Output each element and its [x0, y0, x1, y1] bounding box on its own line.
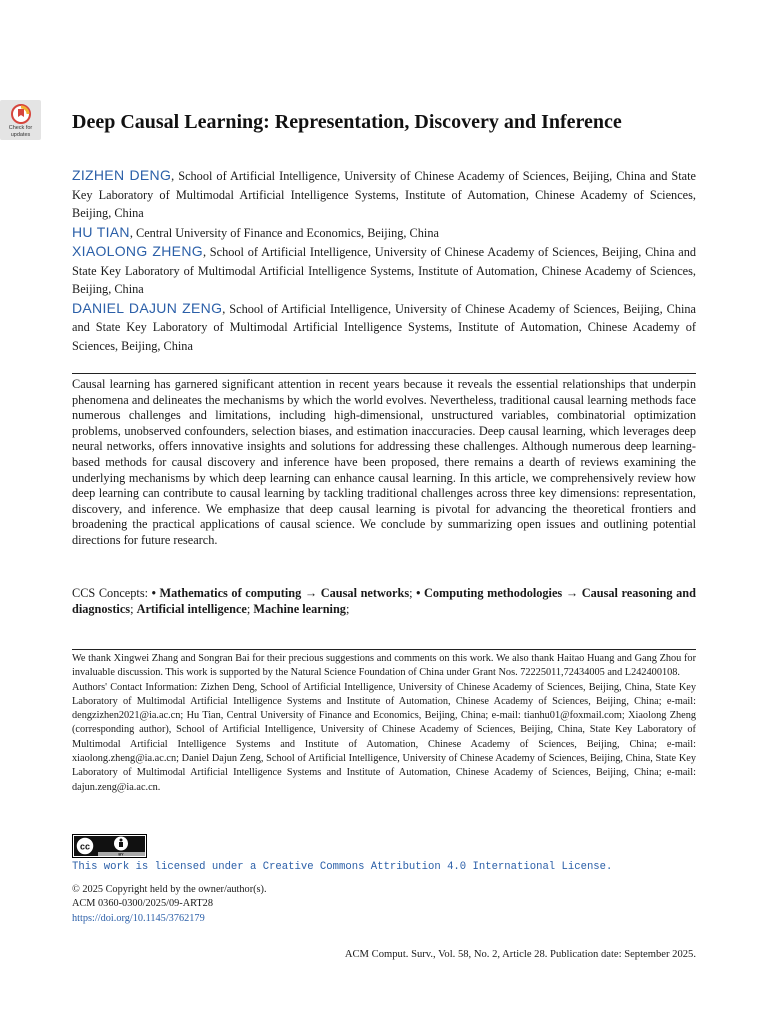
svg-text:cc: cc	[79, 841, 91, 852]
author-affiliation: , School of Artificial Intelligence, University of Chinese Academy of Sciences, Beijing, China and State Key Laboratory of Multimodal Artificial Intelligence Systems, Institute of Automation, Chinese Academy of Sciences, Beijing, China	[72, 301, 696, 353]
journal-citation: ACM Comput. Surv., Vol. 58, No. 2, Article 28. Publication date: September 2025.	[344, 949, 696, 960]
ccs-separator: ;	[246, 601, 254, 616]
ccs-separator: ;	[130, 601, 137, 616]
author-affiliation: , School of Artificial Intelligence, University of Chinese Academy of Sciences, Beijing, China and State Key Laboratory of Multimodal Artificial Intelligence Systems, Institute of Automation, Chinese Academy of Sciences, Beijing, China	[72, 169, 696, 220]
badge-text-line1: Check for	[8, 125, 33, 131]
author-name: XIAOLONG ZHENG	[72, 243, 203, 259]
author-entry	[72, 223, 696, 243]
copyright: © 2025 Copyright held by the owner/author(s).	[72, 884, 267, 895]
author-name: ZIZHEN DENG	[72, 167, 172, 183]
ccs-concept: • Computing methodologies → Causal reasoning and diagnostics	[72, 586, 696, 616]
paper-title: Deep Causal Learning: Representation, Discovery and Inference	[72, 111, 622, 133]
abstract-divider	[72, 373, 696, 374]
contact-information: Authors' Contact Information: Zizhen Deng, School of Artificial Intelligence, University of Chinese Academy of Sciences, Beijing, China, State Key Laboratory of Multimodal Artificial Intelligence Systems and Institute of Automation, Chinese Academy of Sciences, Beijing, China; e-mail: dengzizhen2021@ia.ac.cn; Hu Tian, Central University of Finance and Economics, Beijing, China; e-mail: tianhu01@foxmail.com; Xiaolong Zheng (corresponding author), School of Artificial Intelligence, University of Chinese Academy of Sciences, Beijing, China, State Key Laboratory of Multimodal Artificial Intelligence Systems and Institute of Automation, Chinese Academy of Sciences, Beijing, China; e-mail: xiaolong.zheng@ia.ac.cn; Daniel Dajun Zeng, School of Artificial Intelligence, University of Chinese Academy of Sciences, Beijing, China, State Key Laboratory of Multimodal Artificial Intelligence Systems and Institute of Automation, Chinese Academy of Sciences, Beijing, China; e-mail: dajun.zeng@ia.ac.cn.	[72, 681, 696, 793]
ccs-separator: ;	[409, 586, 417, 600]
copyright-block	[72, 883, 472, 926]
abstract: Causal learning has garnered significant attention in recent years because it reveals the essential relationships that underpin phenomena and delineates the mechanisms by which the world evolves. Nevertheless, traditional causal learning methods face numerous challenges and limitations, including high-dimensional, unstructured variables, combinatorial optimization problems, unobserved confounders, selection biases, and estimation inaccuracies. Deep causal learning, which leverages deep neural networks, offers innovative insights and solutions for addressing these challenges. Although numerous deep learning-based methods for causal discovery and inference have been proposed, there remains a dearth of reviews examining the underlying mechanisms by which deep learning can enhance causal learning. In this article, we comprehensively review how deep learning can contribute to causal learning by tackling traditional challenges across three key dimensions: representation, discovery, and inference. We emphasize that deep causal learning is pivotal for advancing the theoretical frontiers and broadening the practical applications of causal science. We conclude by summarizing open issues and outlining potential directions for future research.	[72, 377, 696, 547]
ccs-concept: Machine learning	[253, 601, 346, 616]
badge-text-line2: updates	[10, 132, 31, 138]
footnote-divider	[72, 649, 696, 650]
acm-id: ACM 0360-0300/2025/09-ART28	[72, 898, 213, 910]
author-affiliation: , Central University of Finance and Economics, Beijing, China	[129, 225, 439, 240]
ccs-concepts	[72, 586, 696, 618]
author-list	[72, 166, 696, 355]
acknowledgement: We thank Xingwei Zhang and Songran Bai for their precious suggestions and comments on this work. We also thank Haitao Huang and Gang Zhou for invaluable discussion. This work is supported by the Natural Science Foundation of China under Grant Nos. 72225011,72434005 and L242400108.	[72, 653, 696, 679]
ccs-concept: Artificial intelligence	[136, 601, 247, 616]
author-entry	[72, 299, 696, 356]
check-updates-icon	[11, 104, 31, 124]
doi-link[interactable]: https://doi.org/10.1145/3762179	[72, 912, 205, 924]
license-link[interactable]: This work is licensed under a Creative Commons Attribution 4.0 International License.	[72, 861, 613, 873]
footnotes	[72, 652, 696, 795]
author-name: HU TIAN	[72, 223, 130, 240]
author-affiliation: , School of Artificial Intelligence, University of Chinese Academy of Sciences, Beijing, China and State Key Laboratory of Multimodal Artificial Intelligence Systems, Institute of Automation, Chinese Academy of Sciences, Beijing, China	[72, 245, 696, 296]
ccs-concept: • Mathematics of computing → Causal networks	[151, 586, 410, 600]
author-entry	[72, 242, 696, 299]
check-for-updates-badge[interactable]	[0, 100, 41, 140]
author-entry	[72, 166, 696, 223]
cc-by-license-icon[interactable]	[72, 834, 147, 858]
ccs-separator: ;	[345, 601, 350, 616]
ccs-label: CCS Concepts:	[72, 586, 152, 600]
cc-by-text: BY	[118, 852, 124, 857]
author-name: DANIEL DAJUN ZENG	[72, 299, 223, 316]
